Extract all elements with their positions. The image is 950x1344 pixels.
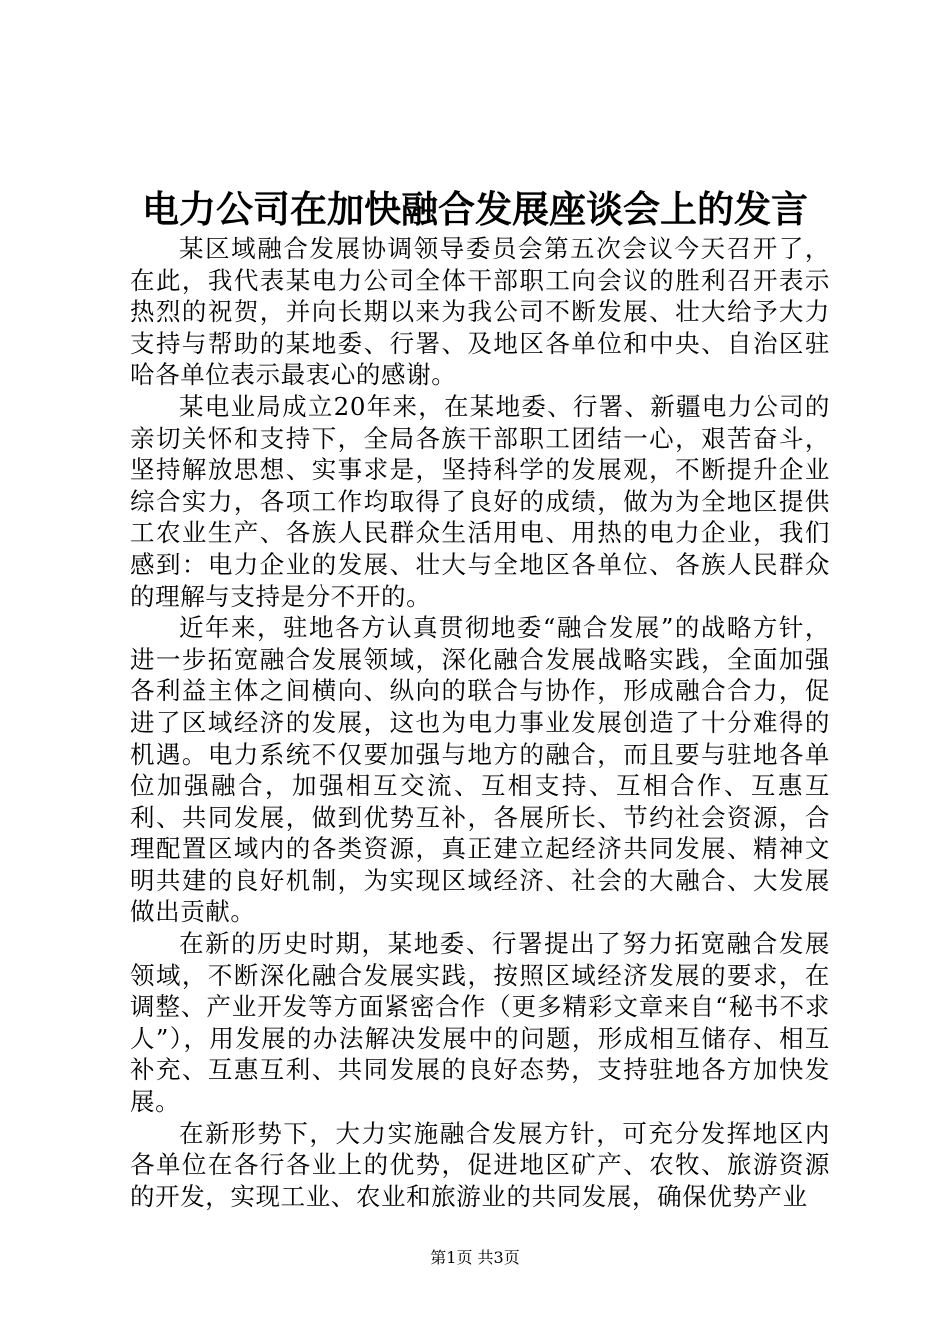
- paragraph-5: 在新形势下，大力实施融合发展方针，可充分发挥地区内各单位在各行各业上的优势，促进地区矿产、农牧、旅游资源的开发，实现工业、农业和旅游业的共同发展，确保优势产业: [130, 1118, 830, 1211]
- paragraph-4: 在新的历史时期，某地委、行署提出了努力拓宽融合发展领域，不断深化融合发展实践，按照区域经济发展的要求，在调整、产业开发等方面紧密合作（更多精彩文章来自“秘书不求人”），用发展的办法解决发展中的问题，形成相互储存、相互补充、互惠互利、共同发展的良好态势，支持驻地各方加快发展。: [130, 929, 830, 1117]
- page-footer: 第1页 共3页: [430, 1248, 520, 1267]
- paragraph-2: 某电业局成立20年来，在某地委、行署、新疆电力公司的亲切关怀和支持下，全局各族干部职工团结一心，艰苦奋斗，坚持解放思想、实事求是，坚持科学的发展观，不断提升企业综合实力，各项工作均取得了良好的成绩，做为为全地区提供工农业生产、各族人民群众生活用电、用热的电力企业，我们感到：电力企业的发展、壮大与全地区各单位、各族人民群众的理解与支持是分不开的。: [130, 391, 830, 611]
- paragraph-3: 近年来，驻地各方认真贯彻地委“融合发展”的战略方针，进一步拓宽融合发展领域，深化融合发展战略实践，全面加强各利益主体之间横向、纵向的联合与协作，形成融合合力，促进了区域经济的发展，这也为电力事业发展创造了十分难得的机遇。电力系统不仅要加强与地方的融合，而且要与驻地各单位加强融合，加强相互交流、互相支持、互相合作、互惠互利、共同发展，做到优势互补，各展所长、节约社会资源，合理配置区域内的各类资源，真正建立起经济共同发展、精神文明共建的良好机制，为实现区域经济、社会的大融合、大发展做出贡献。: [130, 613, 830, 927]
- document-body: [130, 233, 830, 1212]
- paragraph-1: 某区域融合发展协调领导委员会第五次会议今天召开了，在此，我代表某电力公司全体干部职工向会议的胜利召开表示热烈的祝贺，并向长期以来为我公司不断发展、壮大给予大力支持与帮助的某地委、行署、及地区各单位和中央、自治区驻哈各单位表示最衷心的感谢。: [130, 234, 830, 390]
- document-title: 电力公司在加快融合发展座谈会上的发言: [142, 187, 808, 231]
